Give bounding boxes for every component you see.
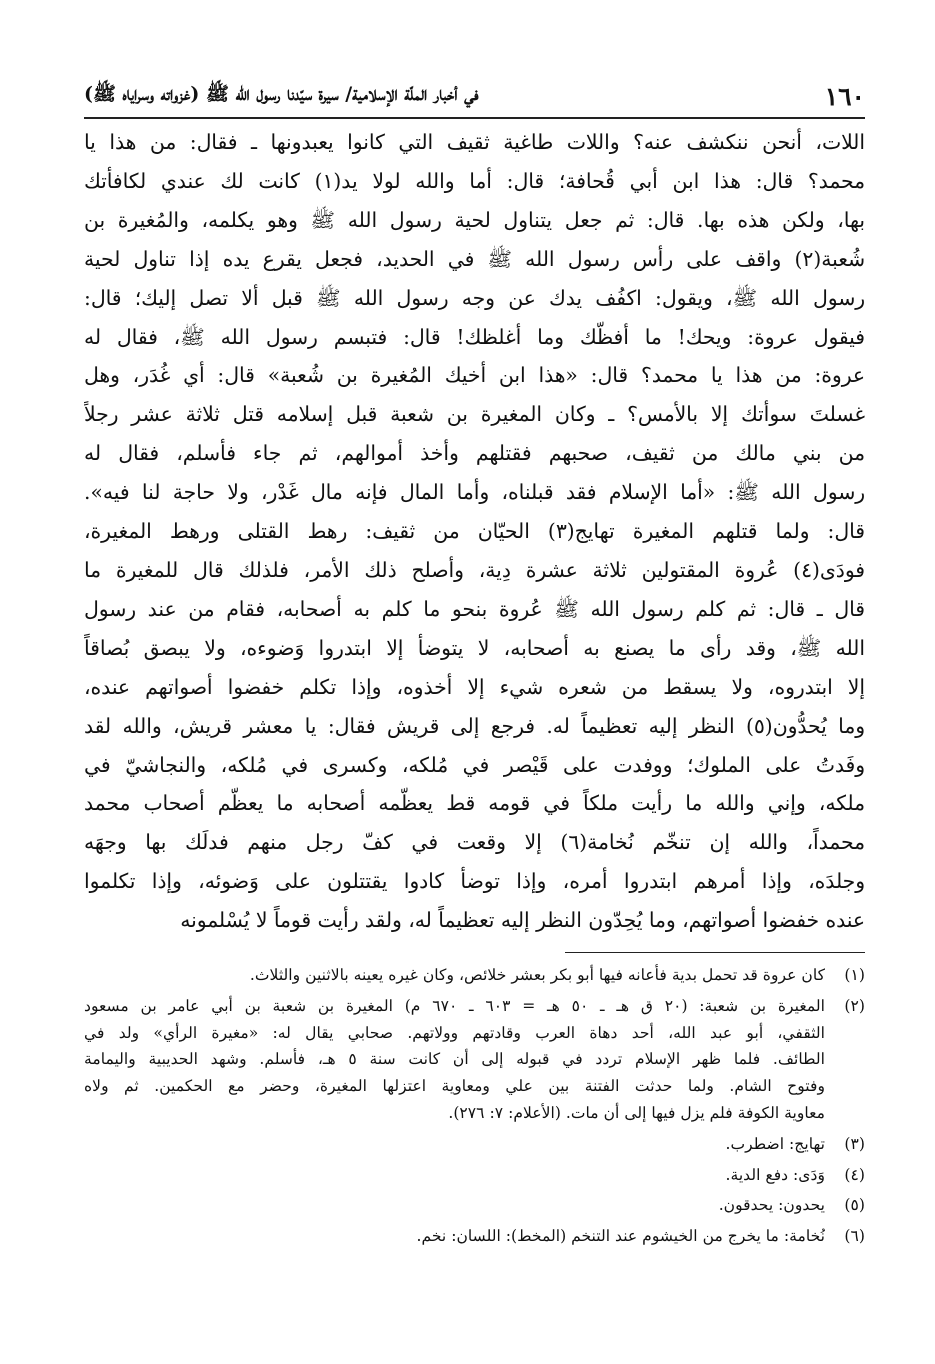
text-line: رسول الله ﷺ: «أما الإسلام فقد قبلناه، وأما المال فإنه مال غَدْر، ولا حاجة لنا فيه».	[84, 480, 865, 505]
footnote-text	[84, 1162, 825, 1189]
text-line: ملكه، وإني والله ما رأيت ملكاً في قومه قط يعظّمه أصحابه ما يعظّم أصحاب محمد	[84, 791, 865, 816]
footnote-text	[84, 1131, 825, 1158]
text-line: محمد؟ قال: هذا ابن أبي قُحافة؛ قال: أما والله لولا يد(١) كانت لك عندي لكافأتك	[84, 168, 865, 193]
footnote-number: (٢)	[844, 996, 865, 1015]
text-line: بها، ولكن هذه بها. قال: ثم جعل يتناول لحية رسول الله ﷺ وهو يكلمه، والمُغيرة بن	[84, 207, 865, 232]
footnote-line: وَدَى: دفع الدية.	[725, 1165, 825, 1184]
text-line: شُعبة(٢) واقف على رأس رسول الله ﷺ في الحديد، فجعل يقرع يده إذا تناول لحية	[84, 246, 865, 271]
footnote-number: (٣)	[844, 1134, 865, 1153]
text-line: الله ﷺ، وقد رأى ما يصنع به أصحابه، لا يتوضأ إلا ابتدروا وَضوءه، ولا يبصق بُصاقاً	[84, 635, 865, 660]
text-line: من بني مالك من ثقيف، صحبهم فقتلهم وأخذ أموالهم، ثم جاء فأسلم، فقال له	[84, 441, 865, 466]
text-line: عنده خفضوا أصواتهم، وما يُحِدّون النظر إليه تعظيماً له، ولقد رأيت قوماً لا يُسْلمونه	[180, 908, 865, 933]
header-rule	[84, 117, 865, 119]
footnote	[84, 993, 865, 1127]
footnote-number: (٥)	[844, 1196, 865, 1215]
text-line: وفَدتُ على الملوك؛ ووفدت على قَيْصر في مُلكه، وكسرى في مُلكه، والنجاشيّ في	[84, 752, 865, 777]
footnote-line: يحدون: يحدقون.	[718, 1196, 825, 1215]
footnote	[84, 1131, 865, 1158]
text-line: محمداً، والله إن تنخّم نُخامة(٦) إلا وقعت في كفّ رجل منهم فدلَك بها وجهَه	[84, 830, 865, 855]
main-text	[84, 123, 865, 940]
footnote	[84, 1162, 865, 1189]
text-line: قال: ولما قتلهم المغيرة تهايج(٣) الحيّان من ثقيف: رهط القتلى ورهط المغيرة،	[84, 519, 865, 544]
footnote-line: الطائف. فلما ظهر الإسلام تردد في قبوله إلى أن كانت سنة ٥ هـ، فأسلم. وشهد الحديبية واليمامة	[84, 1050, 825, 1069]
text-line: إلا ابتدروه، ولا يسقط من شعره شيء إلا أخذوه، وإذا تكلم خفضوا أصواتهم عنده،	[84, 674, 865, 699]
footnote	[84, 1223, 865, 1250]
text-line: اللات، أنحن ننكشف عنه؟ واللات طاغية ثقيف التي كانوا يعبدونها ـ فقال: من هذا يا	[84, 130, 865, 154]
footnote-number: (٦)	[844, 1227, 865, 1246]
footnote-separator	[565, 952, 865, 953]
footnote-line: المغيرة بن شعبة: (٢٠ ق هـ ـ ٥٠ هـ = ٦٠٣ ـ ٦٧٠ م) المغيرة بن شعبة بن أبي عامر بن مسعود	[84, 996, 825, 1015]
footnote-text	[84, 1192, 825, 1219]
footnote-line: الثقفي، أبو عبد الله، أحد دهاة العرب وقادتهم وولاتهم. صحابي يقال له: «مغيرة الرأي» ولد في	[84, 1023, 825, 1042]
text-line: عروة: من هذا يا محمد؟ قال: «هذا ابن أخيك المُغيرة بن شُعبة» قال: أي غُدَر، وهل	[84, 363, 865, 388]
footnote-number: (١)	[844, 966, 865, 984]
running-title: في أخبار الملّة الإسلامية/ سيرة سيّدنا رسول الله ﷺ (غزواته وسراياه ﷺ)	[84, 83, 479, 105]
text-line: وجلدَه، وإذا أمرهم ابتدروا أمره، وإذا توضأ كادوا يقتتلون على وَضوئه، وإذا تكلموا	[84, 869, 865, 894]
footnotes	[84, 962, 865, 1250]
footnote-line: وفتوح الشام. ولما حدثت الفتنة بين علي ومعاوية اعتزلها المغيرة، وحضر مع الحكمين. ثم ولاه	[84, 1077, 825, 1096]
text-line: رسول الله ﷺ، ويقول: اكفُف يدك عن وجه رسول الله ﷺ قبل ألا تصل إليك؛ قال:	[84, 285, 865, 310]
footnote	[84, 962, 865, 989]
footnote-text	[84, 993, 825, 1127]
text-line: فودَى(٤) عُروة المقتولين ثلاثة عشرة دِية، وأصلح ذلك الأمر، فلذلك قال للمغيرة ما	[84, 557, 865, 582]
text-line: وما يُحدُّون(٥) النظر إليه تعظيماً له. فرجع إلى قريش فقال: يا معشر قريش، والله لقد	[84, 713, 865, 738]
page-number: ١٦٠	[824, 81, 865, 111]
text-line: قال ـ قال: ثم كلم رسول الله ﷺ عُروة بنحو ما كلم به أصحابه، فقام من عند رسول	[84, 596, 865, 621]
page-header	[84, 76, 865, 116]
footnote-text	[84, 962, 825, 989]
footnote-line: كان عروة قد تحمل بدية فأعانه فيها أبو بكر بعشر خلائص، وكان غيره يعينه بالاثنين والثلاث.	[249, 966, 825, 984]
text-line: فيقول عروة: ويحك! ما أفظّك وما أغلظك! قال: فتبسم رسول الله ﷺ، فقال له	[84, 324, 865, 349]
footnote	[84, 1192, 865, 1219]
footnote-line: نُخامة: ما يخرج من الخيشوم عند التنخم (المخط): اللسان: نخم.	[416, 1227, 825, 1246]
footnote-line: تهايج: اضطرب.	[725, 1134, 825, 1153]
text-line: غسلتَ سوأتك إلا بالأمس؟ ـ وكان المغيرة بن شعبة قبل إسلامه قتل ثلاثة عشر رجلاً	[84, 402, 865, 427]
footnote-line: معاوية الكوفة فلم يزل فيها إلى أن مات. (الأعلام: ٧: ٢٧٦).	[448, 1103, 825, 1122]
footnote-text	[84, 1223, 825, 1250]
footnote-number: (٤)	[844, 1165, 865, 1184]
